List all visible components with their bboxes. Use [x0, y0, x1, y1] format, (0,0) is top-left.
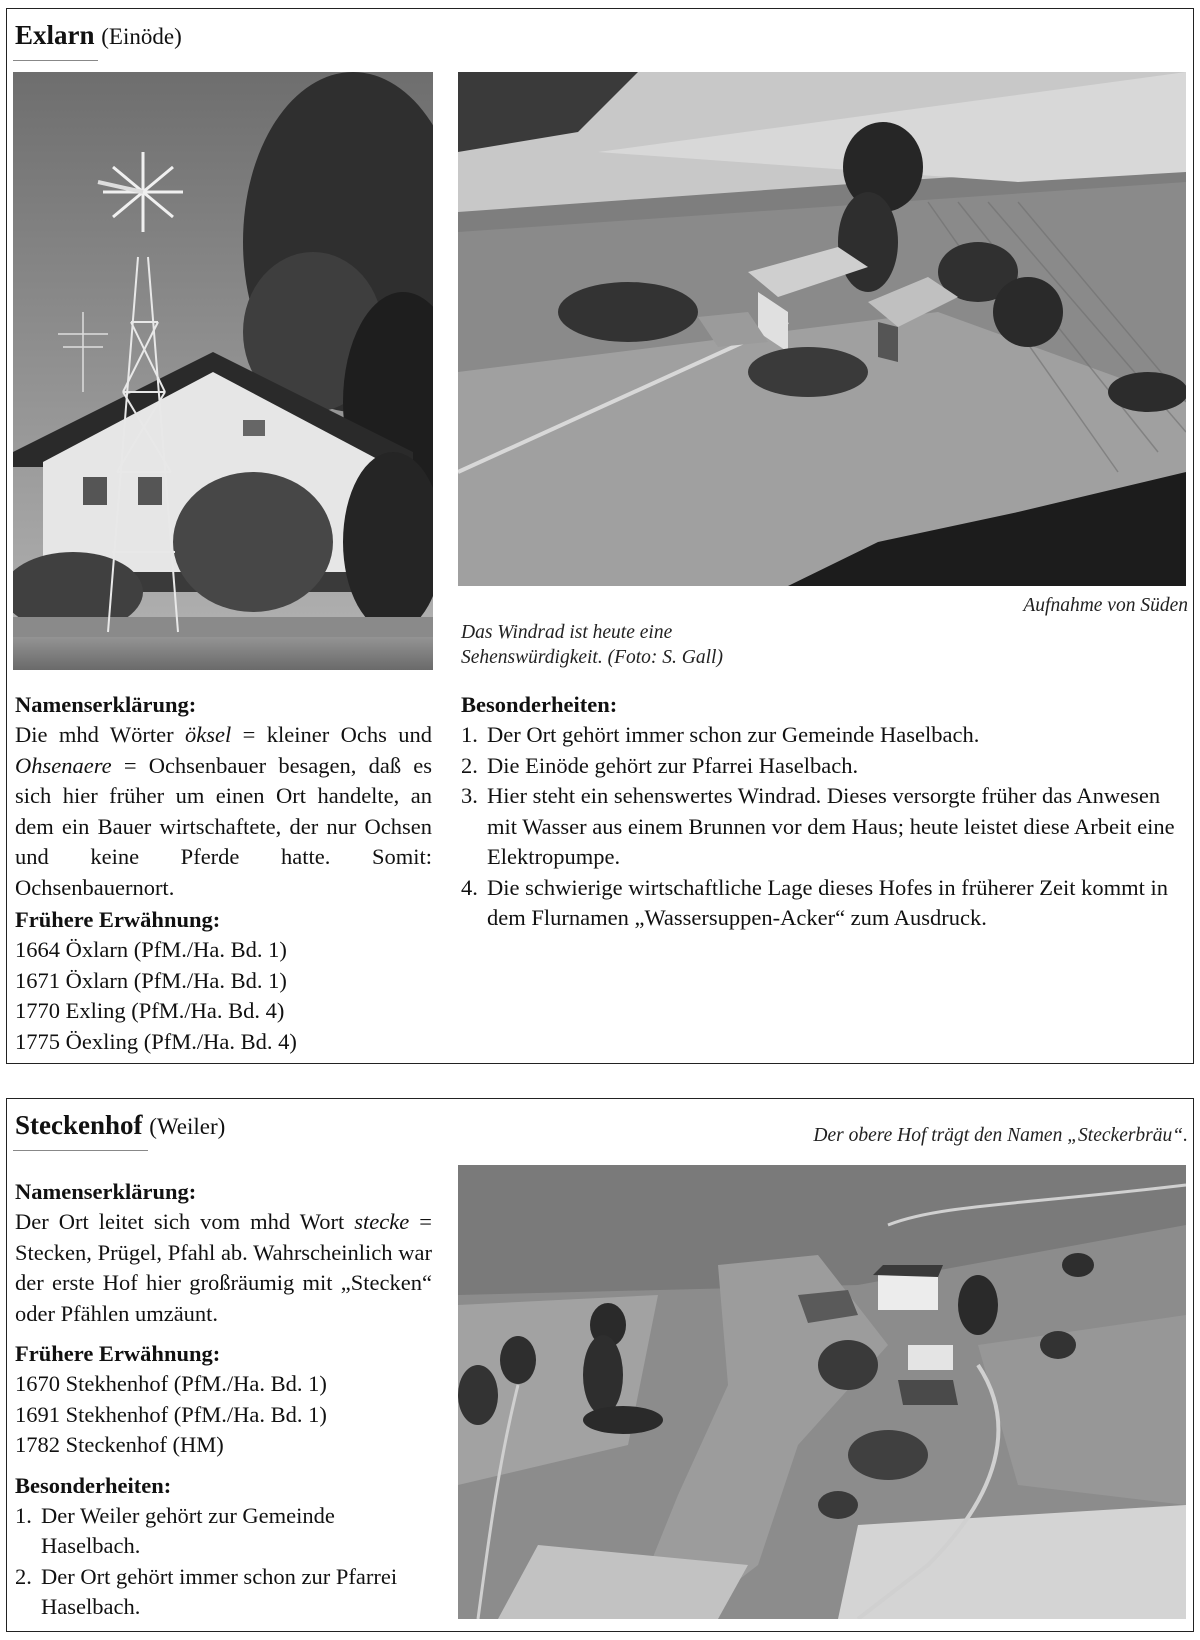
list-item: 1770 Exling (PfM./Ha. Bd. 4)	[15, 998, 285, 1023]
exlarn-left-text	[15, 690, 432, 1057]
list-item: 1775 Öexling (PfM./Ha. Bd. 4)	[15, 1028, 297, 1054]
exlarn-kind: (Einöde)	[101, 24, 182, 49]
list-item: 2. Die Einöde gehört zur Pfarrei Haselbach.	[461, 752, 859, 778]
exlarn-frueher-heading: Frühere Erwähnung:	[15, 907, 221, 932]
list-item: 1. Der Ort gehört immer schon zur Gemeinde Haselbach.	[461, 722, 980, 747]
steckenhof-title-underline	[13, 1150, 148, 1151]
steckenhof-kind: (Weiler)	[149, 1114, 226, 1139]
exlarn-aerial-caption: Aufnahme von Süden	[1023, 595, 1188, 616]
steckenhof-namen-paragraph: Der Ort leitet sich vom mhd Wort stecke = Stecken, Prügel, Pfahl ab. Wahrscheinlich war der erste Hof hier großräumig mit „Stecken“ oder Pfählen umzäunt.	[15, 1209, 432, 1326]
steckenhof-caption: Der obere Hof trägt den Namen „Steckerbräu“.	[813, 1125, 1188, 1146]
aerial-farm-photo	[458, 72, 1186, 586]
list-item: 1664 Öxlarn (PfM./Ha. Bd. 1)	[15, 937, 287, 962]
exlarn-windmill-caption-line2: Sehenswürdigkeit. (Foto: S. Gall)	[461, 647, 723, 668]
aerial-hamlet-photo	[458, 1165, 1186, 1619]
list-item: 4. Die schwierige wirtschaftliche Lage dieses Hofes in früherer Zeit kommt in dem Flurnamen „Wassersuppen-Acker“ zum Ausdruck.	[461, 874, 1169, 930]
steckenhof-namen-heading: Namenserklärung:	[15, 1179, 197, 1204]
list-item: 1691 Stekhenhof (PfM./Ha. Bd. 1)	[15, 1401, 327, 1427]
exlarn-name: Exlarn	[15, 20, 95, 50]
exlarn-namen-heading: Namenserklärung:	[15, 692, 197, 717]
steckenhof-name: Steckenhof	[15, 1110, 143, 1140]
steckenhof-title	[15, 1110, 225, 1141]
steckenhof-besonder-heading: Besonderheiten:	[15, 1472, 172, 1498]
steckenhof-frueher-list	[15, 1369, 432, 1461]
exlarn-windmill-caption-line1: Das Windrad ist heute eine	[461, 622, 673, 643]
steckenhof-frueher-heading: Frühere Erwähnung:	[15, 1341, 221, 1366]
exlarn-right-text	[461, 690, 1186, 934]
exlarn-namen-paragraph: Die mhd Wörter öksel = kleiner Ochs und Ohsenaere = Ochsenbauer besagen, daß es sich hier früher um einen Ort handelte, an dem ein Bauer wirtschaftete, der nur Ochsen und keine Pferde hatte. Somit: Ochsenbauernort.	[15, 722, 432, 900]
exlarn-besonder-list	[461, 720, 1186, 934]
list-item: 2. Der Ort gehört immer schon zur Pfarrei Haselbach.	[15, 1563, 398, 1619]
list-item: 3. Hier steht ein sehenswertes Windrad. Dieses versorgte früher das Anwesen mit Wasser aus einem Brunnen vor dem Haus; heute leistet diese Arbeit eine Elektropumpe.	[461, 783, 1175, 869]
exlarn-besonder-heading: Besonderheiten:	[461, 692, 618, 717]
steckenhof-besonder-list	[15, 1501, 432, 1623]
exlarn-frueher-list	[15, 935, 432, 1057]
exlarn-title	[15, 20, 182, 51]
steckenhof-left-text	[15, 1177, 432, 1623]
windmill-farmhouse-photo	[13, 72, 433, 670]
exlarn-title-underline	[13, 60, 98, 61]
list-item: 1670 Stekhenhof (PfM./Ha. Bd. 1)	[15, 1371, 327, 1396]
list-item: 1782 Steckenhof (HM)	[15, 1432, 224, 1457]
list-item: 1671 Öxlarn (PfM./Ha. Bd. 1)	[15, 967, 287, 993]
list-item: 1. Der Weiler gehört zur Gemeinde Haselbach.	[15, 1502, 335, 1558]
